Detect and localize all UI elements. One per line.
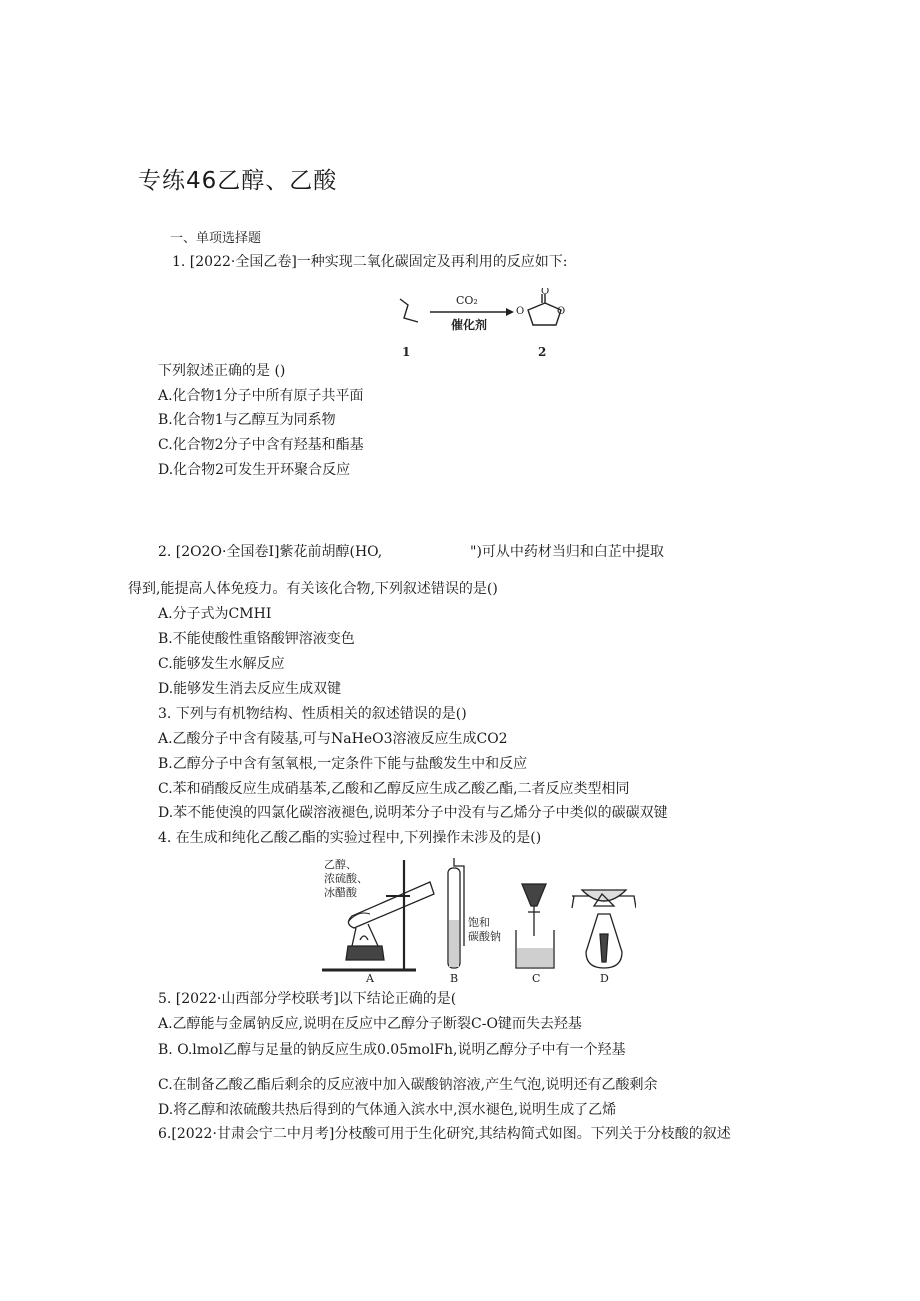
q5-option-a: A.乙醇能与金属钠反应,说明在反应中乙醇分子断裂C-O键而失去羟基 [158,1016,582,1032]
q2-stem-part3: 得到,能提高人体免疫力。有关该化合物,下列叙述错误的是() [128,581,498,597]
q3-option-d: D.苯不能使溴的四氯化碳溶液褪色,说明苯分子中没有与乙烯分子中类似的碳碳双键 [158,805,668,821]
q1-option-d: D.化合物2可发生开环聚合反应 [158,462,351,478]
apparatus-a-label-line1: 乙醇、 [324,858,357,871]
compound-label-1: 1 [402,345,411,359]
apparatus-a-label-line3: 冰醋酸 [324,886,357,899]
apparatus-d [572,890,636,968]
apparatus-b-label-line2: 碳酸钠 [468,930,501,943]
q5-option-b: B. O.lmol乙醇与足量的钠反应生成0.05molFh,说明乙醇分子中有一个羟基 [158,1042,626,1058]
q3-stem: 3. 下列与有机物结构、性质相关的叙述错误的是() [158,706,467,722]
q1-prompt: 下列叙述正确的是 () [158,363,286,379]
reagent-co2: CO₂ [456,294,478,307]
apparatus-a-letter: A [366,972,374,985]
apparatus-a-label-line2: 浓硫酸、 [324,872,368,885]
q2-option-c: C.能够发生水解反应 [158,656,285,672]
page-title: 专练46乙醇、乙酸 [138,168,338,194]
q1-option-b: B.化合物1与乙醇互为同系物 [158,412,336,428]
q4-stem: 4. 在生成和纯化乙酸乙酯的实验过程中,下列操作未涉及的是() [158,830,542,846]
apparatus-c [516,884,554,968]
q5-option-c: C.在制备乙酸乙酯后剩余的反应液中加入碳酸钠溶液,产生气泡,说明还有乙酸剩余 [158,1077,658,1093]
apparatus-d-letter: D [600,972,609,985]
q2-option-a: A.分子式为CMHI [158,606,272,622]
q6-stem: 6.[2022·甘肃会宁二中月考]分枝酸可用于生化研究,其结构简式如图。下列关于分枝酸的叙述 [158,1126,731,1142]
q1-option-a: A.化合物1分子中所有原子共平面 [158,388,364,404]
compound-2-o-left: O [516,306,525,317]
q3-option-c: C.苯和硝酸反应生成硝基苯,乙酸和乙醇反应生成乙酸乙酯,二者反应类型相同 [158,781,630,797]
q3-option-a: A.乙酸分子中含有陵基,可与NaHeO3溶液反应生成CO2 [158,731,508,747]
section-heading: 一、单项选择题 [170,231,262,246]
q2-option-d: D.能够发生消去反应生成双键 [158,681,342,697]
q2-stem-part1: 2. [2O2O·全国卷I]紫花前胡醇(HO, [158,544,383,560]
reaction-arrowhead [506,308,514,316]
apparatus-b-letter: B [450,972,459,985]
q5-stem: 5. [2022·山西部分学校联考]以下结论正确的是( [158,991,457,1007]
q2-option-b: B.不能使酸性重铬酸钾溶液变色 [158,631,355,647]
q1-stem: 1. [2022·全国乙卷]一种实现二氧化碳固定及再利用的反应如下: [172,254,568,270]
q3-option-b: B.乙醇分子中含有氢氧根,一定条件下能与盐酸发生中和反应 [158,756,528,772]
q4-apparatus-figure [318,854,636,986]
q1-reaction-scheme [398,288,588,366]
q5-option-d: D.将乙醇和浓硫酸共热后得到的气体通入滨水中,溟水褪色,说明生成了乙烯 [158,1102,617,1118]
compound-2-o-top: O [541,288,550,297]
q2-stem-part2: ")可从中药材当归和白芷中提取 [470,544,664,560]
q1-option-c: C.化合物2分子中含有羟基和酯基 [158,437,364,453]
apparatus-b-label-line1: 饱和 [468,916,490,929]
compound-1-structure [400,299,418,322]
compound-2-o-right: O [557,306,566,317]
apparatus-b [448,858,464,968]
apparatus-c-letter: C [532,972,541,985]
compound-label-2: 2 [538,345,547,359]
reagent-catalyst: 催化剂 [451,318,488,332]
